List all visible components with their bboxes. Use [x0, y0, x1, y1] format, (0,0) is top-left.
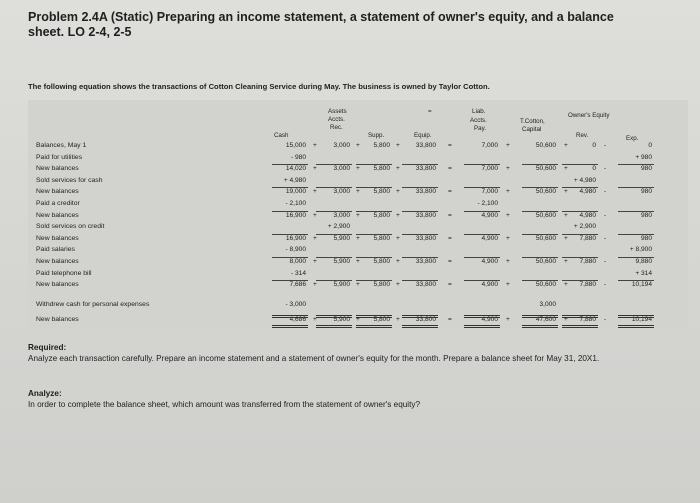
underline-rule	[316, 187, 352, 188]
underline-rule	[402, 315, 438, 318]
cell-rec: 3,000	[333, 211, 350, 219]
double-underline-rule	[522, 325, 558, 328]
cell-exp: + 8,900	[629, 246, 652, 254]
operator-sign: =	[448, 165, 452, 173]
cell-supp: 5,800	[373, 281, 390, 289]
operator-sign: +	[564, 316, 568, 324]
row-label: Sold services for cash	[36, 176, 103, 184]
operator-sign: +	[356, 234, 360, 242]
underline-rule	[464, 280, 500, 281]
cell-rev: + 4,980	[573, 176, 596, 184]
row-label: New balances	[36, 165, 79, 173]
operator-sign: +	[396, 142, 400, 149]
cell-cash: 8,000	[289, 258, 306, 265]
analyze-text: In order to complete the balance sheet, which amount was transferred from the statement of owner's equity?	[28, 400, 421, 409]
operator-sign: +	[313, 211, 317, 219]
underline-rule	[464, 234, 500, 235]
underline-rule	[272, 315, 308, 318]
operator-sign: +	[506, 316, 510, 324]
cell-exp: 980	[640, 211, 652, 219]
cell-equip: 33,800	[415, 234, 436, 242]
cell-rev: 0	[592, 165, 596, 173]
required-section	[28, 342, 678, 364]
double-underline-rule	[272, 325, 308, 328]
operator-sign: +	[564, 142, 568, 149]
operator-sign: +	[564, 188, 568, 196]
analyze-heading: Analyze:	[28, 389, 62, 398]
cell-exp: 980	[640, 188, 652, 196]
cell-cash: - 3,000	[285, 300, 306, 308]
operator-sign: -	[604, 188, 607, 196]
col-header-capital-1: T.Cotton,	[520, 118, 545, 125]
cell-cash: - 314	[290, 269, 306, 277]
cell-rev: 7,880	[579, 258, 596, 265]
cell-pay: - 2,100	[477, 200, 498, 207]
underline-rule	[618, 315, 654, 318]
underline-rule	[356, 164, 392, 165]
operator-sign: +	[506, 258, 510, 265]
underline-rule	[618, 234, 654, 235]
operator-sign: +	[313, 188, 317, 196]
operator-sign: +	[506, 165, 510, 173]
cell-pay: 7,000	[481, 165, 498, 173]
cell-equip: 33,800	[415, 188, 436, 196]
cell-equip: 33,800	[415, 258, 436, 265]
col-header-cash: Cash	[274, 132, 289, 139]
underline-rule	[402, 234, 438, 235]
operator-sign: +	[396, 316, 400, 324]
row-label: New balances	[36, 258, 79, 265]
operator-sign: +	[356, 281, 360, 289]
underline-rule	[356, 280, 392, 281]
underline-rule	[522, 187, 558, 188]
cell-rec: 5,900	[333, 258, 350, 265]
operator-sign: +	[356, 258, 360, 265]
underline-rule	[272, 187, 308, 188]
operator-sign: +	[506, 142, 510, 149]
operator-sign: =	[448, 211, 452, 219]
cell-supp: 5,800	[373, 211, 390, 219]
underline-rule	[464, 315, 500, 318]
col-header-liab-1: Liab.	[472, 108, 486, 115]
cell-cash: 15,000	[285, 142, 306, 149]
cell-rec: 3,000	[333, 188, 350, 196]
underline-rule	[402, 187, 438, 188]
operator-sign: =	[448, 281, 452, 289]
operator-sign: +	[396, 165, 400, 173]
analyze-section	[28, 388, 678, 410]
row-label: Balances, May 1	[36, 142, 87, 149]
cell-cap: 50,600	[535, 165, 556, 173]
operator-sign: +	[396, 188, 400, 196]
underline-rule	[316, 315, 352, 318]
operator-sign: +	[356, 142, 360, 149]
underline-rule	[522, 211, 558, 212]
operator-sign: +	[313, 142, 317, 149]
underline-rule	[272, 211, 308, 212]
operator-sign: +	[356, 165, 360, 173]
row-label: New balances	[36, 188, 79, 196]
operator-sign: =	[448, 142, 452, 149]
operator-sign: +	[313, 281, 317, 289]
underline-rule	[356, 315, 392, 318]
underline-rule	[464, 187, 500, 188]
double-underline-rule	[402, 325, 438, 328]
underline-rule	[464, 164, 500, 165]
cell-cash: 4,686	[289, 316, 306, 324]
col-header-liab-3: Pay.	[474, 125, 486, 132]
cell-rec: + 2,900	[327, 223, 350, 231]
cell-equip: 33,800	[415, 165, 436, 173]
cell-cash: - 8,900	[285, 246, 306, 254]
operator-sign: -	[604, 258, 607, 265]
underline-rule	[402, 164, 438, 165]
operator-sign: +	[396, 258, 400, 265]
cell-pay: 4,900	[481, 211, 498, 219]
cell-exp: + 980	[635, 153, 652, 161]
operator-sign: +	[313, 234, 317, 242]
operator-sign: +	[564, 165, 568, 173]
double-underline-rule	[356, 325, 392, 328]
double-underline-rule	[316, 325, 352, 328]
underline-rule	[522, 164, 558, 165]
row-label: Paid salaries	[36, 246, 75, 254]
double-underline-rule	[464, 325, 500, 328]
cell-cash: - 2,100	[285, 200, 306, 207]
operator-sign: +	[396, 211, 400, 219]
underline-rule	[618, 211, 654, 212]
underline-rule	[272, 257, 308, 258]
operator-sign: +	[564, 281, 568, 289]
underline-rule	[316, 164, 352, 165]
cell-exp: 10,194	[631, 281, 652, 289]
col-header-equip: Equip.	[414, 132, 432, 139]
cell-cap: 50,600	[535, 234, 556, 242]
underline-rule	[272, 164, 308, 165]
cell-pay: 4,900	[481, 258, 498, 265]
underline-rule	[356, 234, 392, 235]
equation-sign: =	[428, 108, 432, 115]
col-header-supp: Supp.	[368, 132, 385, 139]
cell-cap: 50,600	[535, 281, 556, 289]
problem-intro: The following equation shows the transactions of Cotton Cleaning Service during May. The business is owned by Taylor Cotton.	[28, 82, 490, 91]
cell-supp: 5,800	[373, 316, 390, 324]
operator-sign: +	[506, 211, 510, 219]
operator-sign: -	[604, 211, 607, 219]
cell-cap: 50,600	[535, 258, 556, 265]
accounting-equation-table	[28, 100, 688, 330]
underline-rule	[618, 257, 654, 258]
cell-rev: 7,880	[579, 234, 596, 242]
operator-sign: +	[564, 234, 568, 242]
operator-sign: =	[448, 234, 452, 242]
row-label: Paid telephone bill	[36, 269, 92, 277]
cell-equip: 33,800	[415, 281, 436, 289]
cell-exp: 9,880	[635, 258, 652, 265]
underline-rule	[402, 257, 438, 258]
underline-rule	[618, 280, 654, 281]
cell-cap: 50,600	[535, 211, 556, 219]
underline-rule	[618, 164, 654, 165]
required-text: Analyze each transaction carefully. Prepare an income statement and a statement of owner's equity for the month. Prepare a balance sheet for May 31, 20X1.	[28, 354, 600, 363]
row-label: New balances	[36, 211, 79, 219]
operator-sign: +	[313, 258, 317, 265]
operator-sign: +	[356, 316, 360, 324]
underline-rule	[464, 211, 500, 212]
col-header-rev: Rev.	[576, 132, 589, 139]
cell-supp: 5,800	[373, 142, 390, 149]
underline-rule	[272, 280, 308, 281]
col-header-liab-2: Accts.	[470, 117, 487, 124]
row-label: New balances	[36, 316, 79, 324]
cell-cap: 50,600	[535, 188, 556, 196]
cell-rev: 4,980	[579, 188, 596, 196]
operator-sign: +	[506, 234, 510, 242]
operator-sign: +	[356, 188, 360, 196]
underline-rule	[316, 280, 352, 281]
underline-rule	[356, 211, 392, 212]
underline-rule	[316, 234, 352, 235]
underline-rule	[618, 187, 654, 188]
cell-cap: 50,600	[535, 142, 556, 149]
assets-group-header: Assets	[328, 108, 347, 115]
cell-cash: + 4,980	[283, 176, 306, 184]
cell-rec: 3,000	[333, 142, 350, 149]
required-heading: Required:	[28, 343, 67, 352]
operator-sign: =	[448, 258, 452, 265]
operator-sign: +	[396, 281, 400, 289]
cell-rec: 5,900	[333, 234, 350, 242]
col-header-capital-2: Capital	[522, 126, 542, 133]
cell-exp: 10,194	[631, 316, 652, 324]
cell-pay: 4,900	[481, 316, 498, 324]
row-label: Sold services on credit	[36, 223, 105, 231]
underline-rule	[402, 280, 438, 281]
row-label: New balances	[36, 234, 79, 242]
cell-pay: 7,000	[481, 188, 498, 196]
underline-rule	[522, 280, 558, 281]
cell-cap: 47,600	[535, 316, 556, 324]
cell-rev: 4,980	[579, 211, 596, 219]
cell-pay: 4,900	[481, 234, 498, 242]
underline-rule	[356, 187, 392, 188]
cell-exp: 980	[640, 234, 652, 242]
operator-sign: -	[604, 142, 607, 149]
operator-sign: +	[564, 211, 568, 219]
operator-sign: -	[604, 165, 607, 173]
cell-supp: 5,800	[373, 188, 390, 196]
operator-sign: =	[448, 188, 452, 196]
cell-cash: 14,020	[285, 165, 306, 173]
underline-rule	[316, 257, 352, 258]
double-underline-rule	[562, 325, 598, 328]
cell-equip: 33,800	[415, 316, 436, 324]
underline-rule	[522, 315, 558, 318]
underline-rule	[464, 257, 500, 258]
underline-rule	[316, 211, 352, 212]
underline-rule	[522, 257, 558, 258]
cell-cash: 19,000	[285, 188, 306, 196]
cell-supp: 5,800	[373, 258, 390, 265]
cell-rec: 5,900	[333, 281, 350, 289]
underline-rule	[356, 257, 392, 258]
row-label: Withdrew cash for personal expenses	[36, 300, 150, 308]
cell-pay: 4,900	[481, 281, 498, 289]
operator-sign: +	[396, 234, 400, 242]
operator-sign: +	[506, 188, 510, 196]
col-header-accts-rec-1: Accts.	[328, 116, 345, 123]
problem-title: Problem 2.4A (Static) Preparing an income statement, a statement of owner's equity, and a balance sheet. LO 2-4, 2-5	[28, 10, 614, 39]
row-label: Paid for utilities	[36, 153, 83, 161]
cell-rev: 0	[592, 142, 596, 149]
cell-supp: 5,800	[373, 165, 390, 173]
cell-pay: 7,000	[481, 142, 498, 149]
row-label: New balances	[36, 281, 79, 289]
underline-rule	[402, 211, 438, 212]
cell-cash: - 980	[290, 153, 306, 161]
operator-sign: +	[356, 211, 360, 219]
owners-equity-group-header: Owner's Equity	[568, 112, 610, 119]
cell-rec: 3,000	[333, 165, 350, 173]
operator-sign: +	[313, 316, 317, 324]
double-underline-rule	[618, 325, 654, 328]
underline-rule	[272, 234, 308, 235]
cell-cash: 16,900	[285, 234, 306, 242]
cell-rev: + 2,900	[573, 223, 596, 231]
cell-exp: + 314	[635, 269, 652, 277]
operator-sign: =	[448, 316, 452, 324]
cell-rev: 7,880	[579, 281, 596, 289]
cell-rev: 7,880	[579, 316, 596, 324]
cell-cap: 3,000	[539, 300, 556, 308]
operator-sign: +	[313, 165, 317, 173]
operator-sign: -	[604, 281, 607, 289]
cell-equip: 33,800	[415, 142, 436, 149]
cell-exp: 0	[648, 142, 652, 149]
cell-equip: 33,800	[415, 211, 436, 219]
cell-supp: 5,800	[373, 234, 390, 242]
operator-sign: +	[564, 258, 568, 265]
operator-sign: -	[604, 316, 607, 324]
operator-sign: +	[506, 281, 510, 289]
cell-cash: 7,686	[289, 281, 306, 289]
cell-exp: 980	[640, 165, 652, 173]
cell-cash: 16,900	[285, 211, 306, 219]
col-header-exp: Exp.	[626, 135, 639, 142]
operator-sign: -	[604, 234, 607, 242]
cell-rec: 5,900	[333, 316, 350, 324]
col-header-accts-rec-2: Rec.	[330, 124, 343, 131]
row-label: Paid a creditor	[36, 200, 80, 207]
underline-rule	[522, 234, 558, 235]
